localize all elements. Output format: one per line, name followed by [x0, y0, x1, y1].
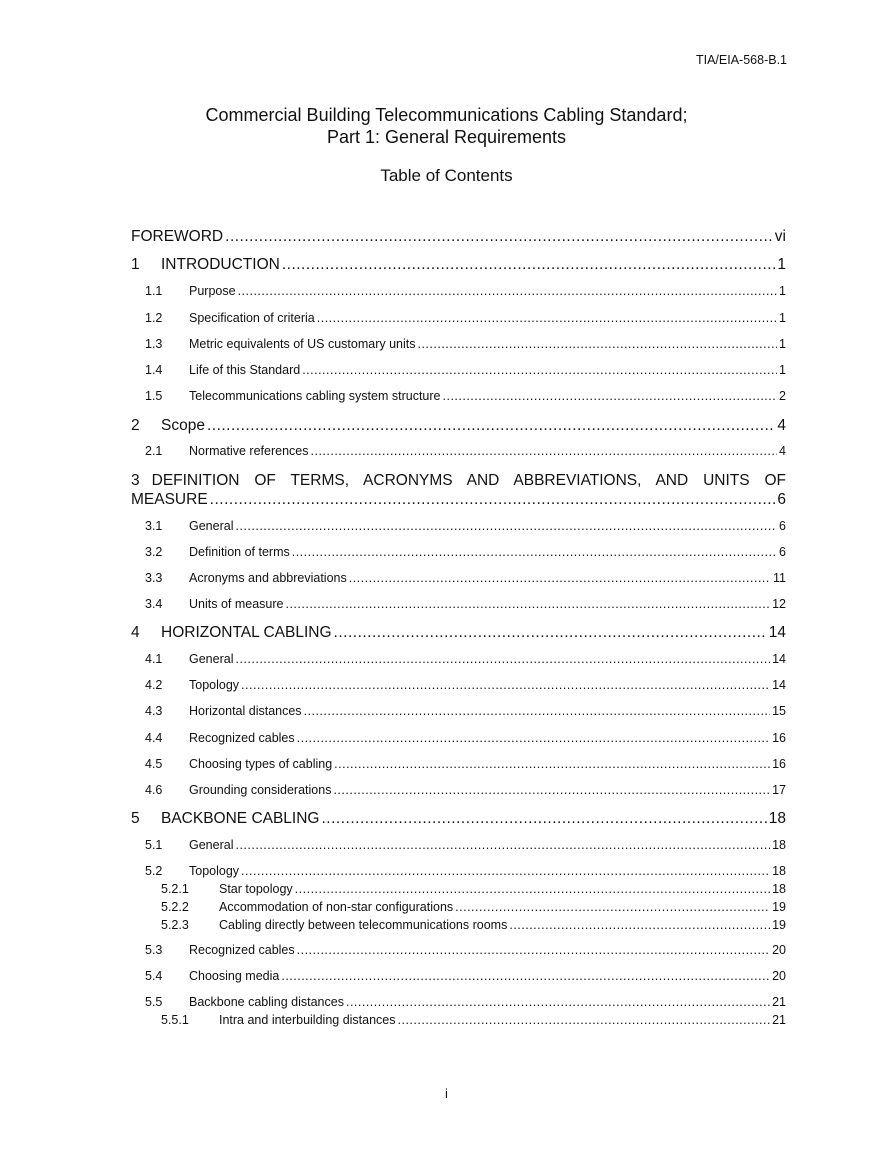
dot-leader: [238, 284, 777, 298]
toc-entry-number: 3.4: [145, 597, 163, 611]
toc-entry-page: 16: [772, 731, 786, 745]
toc-entry-page: 1: [779, 337, 786, 351]
toc-entry-label: Purpose: [189, 284, 236, 298]
toc-entry[interactable]: [131, 472, 786, 509]
toc-entry[interactable]: [131, 228, 786, 246]
toc-entry[interactable]: [131, 519, 786, 533]
toc-entry-label: Grounding considerations: [189, 783, 332, 797]
toc-entry[interactable]: [131, 757, 786, 771]
toc-entry[interactable]: [131, 444, 786, 458]
toc-entry-page: 19: [772, 918, 786, 932]
toc-entry-number: 5.3: [145, 943, 163, 957]
toc-entry-page: 4: [779, 444, 786, 458]
toc-entry[interactable]: [131, 918, 786, 932]
toc-entry[interactable]: [131, 969, 786, 983]
toc-entry-number: 1: [131, 256, 140, 273]
toc-entry-label-continued: MEASURE: [131, 491, 208, 508]
toc-entry-number: 3.3: [145, 571, 163, 585]
toc-entry-label: FOREWORD: [131, 228, 224, 245]
toc-entry-page: 2: [779, 389, 786, 403]
toc-entry-page: 16: [772, 757, 786, 771]
toc-entry[interactable]: [131, 337, 786, 351]
dot-leader: [225, 228, 773, 246]
page-number: i: [445, 1086, 448, 1101]
toc-entry-number: 5.4: [145, 969, 163, 983]
toc-entry-label: Telecommunications cabling system structure: [189, 389, 441, 403]
title-line-2: Part 1: General Requirements: [326, 127, 567, 147]
toc-entry-label: Star topology: [219, 882, 293, 896]
toc-entry-page: 20: [772, 969, 786, 983]
toc-entry-number: 4.2: [145, 678, 163, 692]
toc-entry-page: 19: [772, 900, 786, 914]
toc-entry-number: 5.5: [145, 995, 163, 1009]
toc-entry[interactable]: [131, 838, 786, 852]
toc-entry[interactable]: [131, 900, 786, 914]
toc-entry-number: 1.2: [145, 311, 163, 325]
toc-entry-label: Choosing media: [189, 969, 280, 983]
toc-entry[interactable]: [131, 783, 786, 797]
toc-entry-page: 18: [772, 864, 786, 878]
dot-leader: [241, 678, 770, 692]
toc-entry[interactable]: [131, 545, 786, 559]
dot-leader: [311, 444, 778, 458]
dot-leader: [333, 783, 770, 797]
toc-entry-number: 5.5.1: [161, 1013, 189, 1027]
dot-leader: [346, 995, 770, 1009]
toc-entry[interactable]: [131, 882, 786, 896]
toc-entry-label: Intra and interbuilding distances: [219, 1013, 396, 1027]
dot-leader: [317, 311, 777, 325]
toc-entry-page: 20: [772, 943, 786, 957]
dot-leader: [297, 731, 770, 745]
toc-entry-number: 5.2: [145, 864, 163, 878]
toc-entry[interactable]: [131, 810, 786, 828]
toc-entry[interactable]: [131, 417, 786, 435]
toc-entry-label: General: [189, 838, 234, 852]
toc-entry-page: 18: [772, 882, 786, 896]
toc-entry-number: 5: [131, 810, 140, 827]
toc-entry-number: 4: [131, 624, 140, 641]
toc-entry-label: Topology: [189, 864, 240, 878]
toc-entry-number: 5.2.2: [161, 900, 189, 914]
toc-entry[interactable]: [131, 624, 786, 642]
toc-entry[interactable]: [131, 652, 786, 666]
toc-entry-number: 4.3: [145, 704, 163, 718]
toc-entry-page: vi: [774, 228, 786, 245]
toc-entry-page: 6: [779, 545, 786, 559]
toc-entry-page: 14: [772, 678, 786, 692]
dot-leader: [455, 900, 770, 914]
document-title: [0, 104, 893, 148]
dot-leader: [349, 571, 771, 585]
toc-entry-page: 14: [772, 652, 786, 666]
toc-entry-label: Metric equivalents of US customary units: [189, 337, 416, 351]
toc-entry-page: 21: [772, 995, 786, 1009]
dot-leader: [207, 417, 775, 435]
toc-entry[interactable]: [131, 995, 786, 1009]
toc-entry-label: General: [189, 519, 234, 533]
toc-entry-page: 6: [779, 519, 786, 533]
dot-leader: [292, 545, 777, 559]
toc-entry-label: Recognized cables: [189, 731, 295, 745]
dot-leader: [417, 337, 777, 351]
toc-entry[interactable]: [131, 571, 786, 585]
toc-entry-page: 17: [772, 783, 786, 797]
dot-leader: [304, 704, 771, 718]
dot-leader: [322, 810, 767, 828]
toc-entry-number: 4.6: [145, 783, 163, 797]
toc-entry-page: 4: [777, 417, 786, 434]
toc-entry[interactable]: [131, 864, 786, 878]
toc-entry-label: Life of this Standard: [189, 363, 301, 377]
toc-entry-label: Normative references: [189, 444, 309, 458]
toc-entry[interactable]: [131, 943, 786, 957]
title-line-1: Commercial Building Telecommunications Cabling Standard;: [205, 105, 688, 125]
toc-entry-page: 21: [772, 1013, 786, 1027]
toc-entry-number: 3.1: [145, 519, 163, 533]
dot-leader: [297, 943, 770, 957]
toc-entry-number: 1.3: [145, 337, 163, 351]
dot-leader: [334, 757, 770, 771]
toc-entry-number: 4.5: [145, 757, 163, 771]
toc-entry-number: 5.1: [145, 838, 163, 852]
dot-leader: [235, 652, 770, 666]
toc-entry-label: HORIZONTAL CABLING: [161, 624, 332, 641]
toc-entry[interactable]: [131, 704, 786, 718]
dot-leader: [281, 969, 770, 983]
toc-entry-label: BACKBONE CABLING: [161, 810, 320, 827]
toc-heading: Table of Contents: [380, 166, 513, 185]
toc-entry[interactable]: [131, 389, 786, 403]
toc-entry-number: 1.5: [145, 389, 163, 403]
toc-entry-number: 2.1: [145, 444, 163, 458]
toc-entry-page: 18: [768, 810, 786, 827]
toc-entry[interactable]: [131, 731, 786, 745]
toc-entry-label: Horizontal distances: [189, 704, 302, 718]
dot-leader: [210, 491, 776, 509]
toc-entry-number: 3: [131, 472, 140, 489]
toc-entry-page: 12: [772, 597, 786, 611]
toc-entry-page: 1: [779, 311, 786, 325]
toc-entry-text: DEFINITION OF TERMS, ACRONYMS AND ABBREVIATIONS, AND UNITS OF: [151, 472, 786, 489]
dot-leader: [509, 918, 770, 932]
dot-leader: [295, 882, 770, 896]
toc-entry-page: 1: [779, 363, 786, 377]
dot-leader: [282, 256, 776, 274]
toc-entry-label: Definition of terms: [189, 545, 290, 559]
toc-entry-label: Acronyms and abbreviations: [189, 571, 347, 585]
dot-leader: [443, 389, 778, 403]
toc-entry[interactable]: [131, 256, 786, 274]
toc-entry-number: 1.1: [145, 284, 163, 298]
toc-entry-label: General: [189, 652, 234, 666]
dot-leader: [398, 1013, 771, 1027]
toc-entry[interactable]: [131, 311, 786, 325]
toc-entry-label: Cabling directly between telecommunications rooms: [219, 918, 508, 932]
toc-entry-label: Recognized cables: [189, 943, 295, 957]
toc-entry-label: Units of measure: [189, 597, 284, 611]
toc-entry-page: 18: [772, 838, 786, 852]
toc-entry-page: 1: [779, 284, 786, 298]
dot-leader: [285, 597, 770, 611]
toc-entry-number: 4.4: [145, 731, 163, 745]
document-id: TIA/EIA-568-B.1: [695, 53, 787, 67]
toc-entry-number: 3.2: [145, 545, 163, 559]
dot-leader: [235, 519, 777, 533]
dot-leader: [241, 864, 770, 878]
toc-entry[interactable]: [131, 597, 786, 611]
toc-entry-label: Accommodation of non-star configurations: [219, 900, 454, 914]
toc-entry-number: 4.1: [145, 652, 163, 666]
toc-entry-number: 2: [131, 417, 140, 434]
toc-entry-number: 5.2.3: [161, 918, 189, 932]
toc-entry-number: 1.4: [145, 363, 163, 377]
toc-entry-label: INTRODUCTION: [161, 256, 280, 273]
toc-entry[interactable]: [131, 363, 786, 377]
toc-entry-page: 14: [768, 624, 786, 641]
toc-entry-page: 1: [777, 256, 786, 273]
toc-entry[interactable]: [131, 678, 786, 692]
toc-entry[interactable]: [131, 1013, 786, 1027]
toc-entry-label: Topology: [189, 678, 240, 692]
toc-entry-label: Backbone cabling distances: [189, 995, 344, 1009]
dot-leader: [302, 363, 777, 377]
toc-entry[interactable]: [131, 284, 786, 298]
toc-entry-number: 5.2.1: [161, 882, 189, 896]
toc-entry-page: 6: [777, 491, 786, 508]
toc-entry-label: Choosing types of cabling: [189, 757, 333, 771]
toc-entry-page: 15: [772, 704, 786, 718]
dot-leader: [334, 624, 767, 642]
toc-entry-label: [131, 472, 786, 490]
toc-entry-page: 11: [773, 571, 786, 585]
dot-leader: [235, 838, 770, 852]
toc-entry-label: Specification of criteria: [189, 311, 315, 325]
toc-entry-label: Scope: [161, 417, 205, 434]
